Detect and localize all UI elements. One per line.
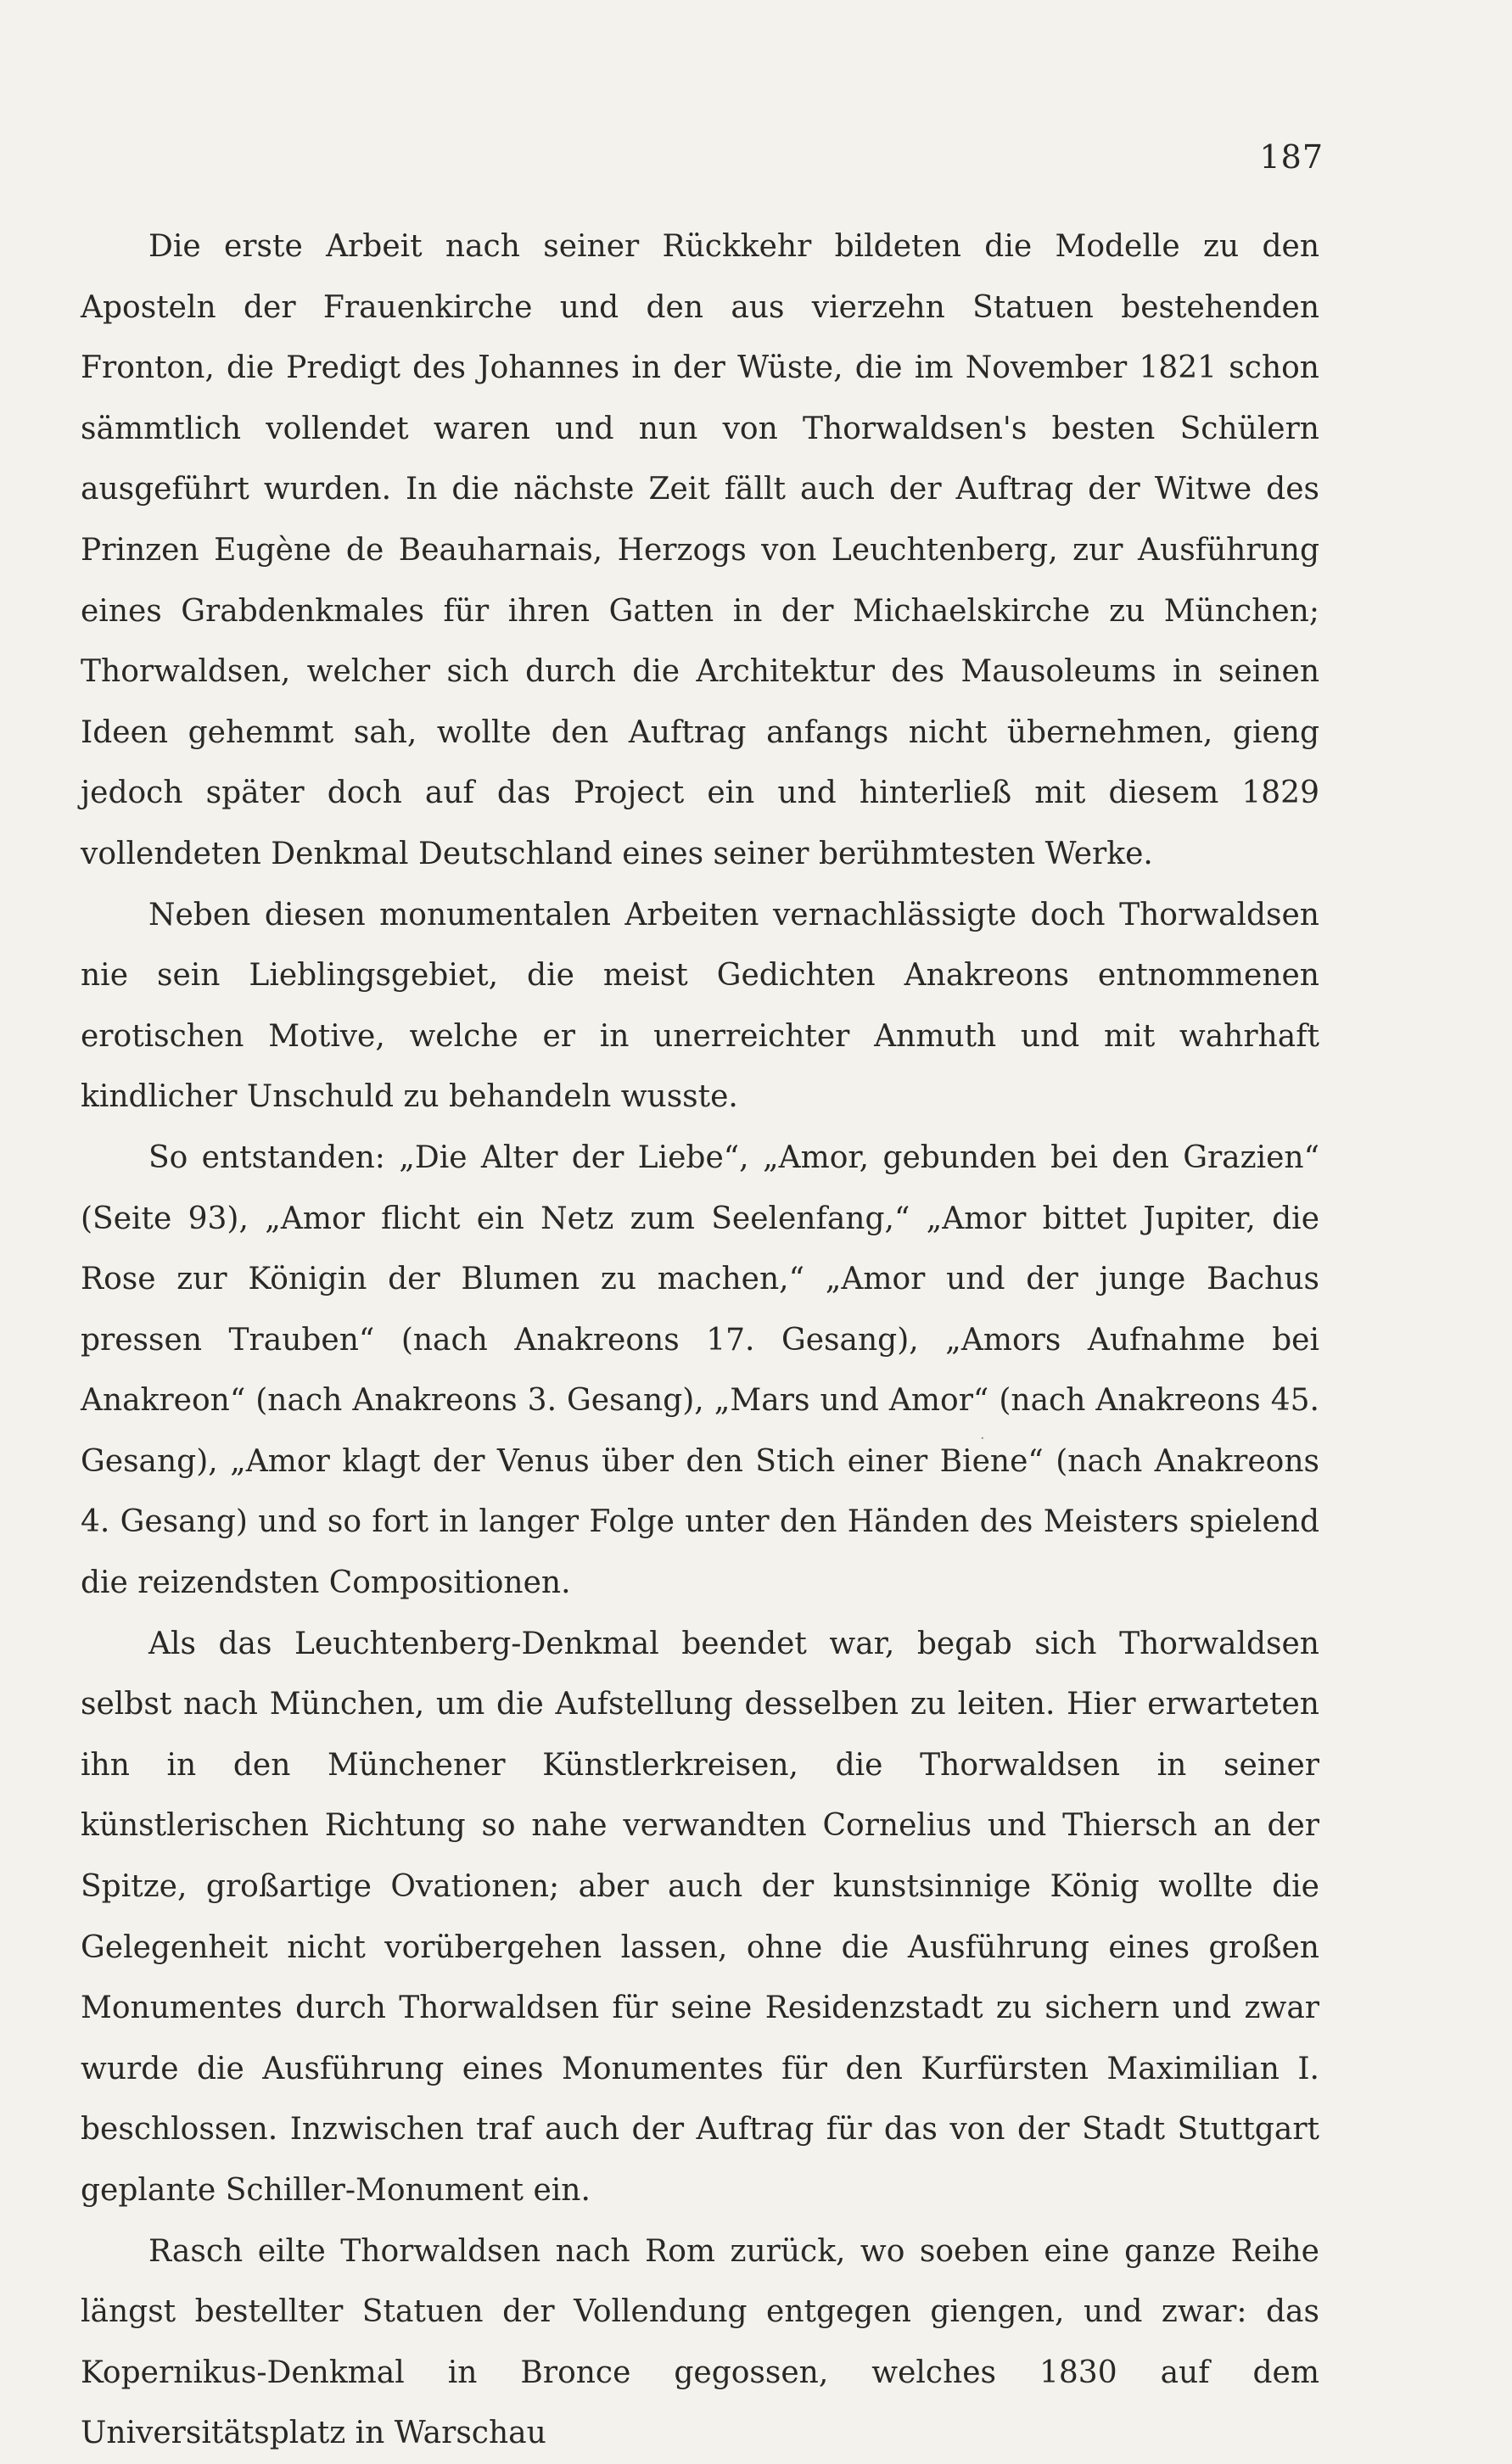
- body-text: [81, 216, 1319, 2464]
- paragraph-3: So entstanden: „Die Alter der Liebe“, „Amor, gebunden bei den Grazien“ (Seite 93), „Amor flicht ein Netz zum Seelenfang,“ „Amor bittet Jupiter, die Rose zur Königin der Blumen zu machen,“ „Amor und der junge Bachus pressen Trauben“ (nach Anakreons 17. Gesang), „Amors Aufnahme bei Anakreon“ (nach Anakreons 3. Gesang), „Mars und Amor“ (nach Anakreons 45. Gesang), „Amor klagt der Venus über den Stich einer Biene“ (nach Anakreons 4. Gesang) und so fort in langer Folge unter den Händen des Meisters spielend die reizendsten Compositionen.: [81, 1140, 1319, 1601]
- paragraph-2: Neben diesen monumentalen Arbeiten vernachlässigte doch Thorwaldsen nie sein Lieblingsgebiet, die meist Gedichten Anakreons entnommenen erotischen Motive, welche er in unerreichter Anmuth und mit wahrhaft kindlicher Unschuld zu behandeln wusste.: [81, 897, 1319, 1115]
- paragraph-4: Als das Leuchtenberg-Denkmal beendet war, begab sich Thorwaldsen selbst nach München, um die Aufstellung desselben zu leiten. Hier erwarteten ihn in den Münchener Künstlerkreisen, die Thorwaldsen in seiner künstlerischen Richtung so nahe verwandten Cornelius und Thiersch an der Spitze, großartige Ovationen; aber auch der kunstsinnige König wollte die Gelegenheit nicht vorübergehen lassen, ohne die Ausführung eines großen Monumentes durch Thorwaldsen für seine Residenzstadt zu sichern und zwar wurde die Ausführung eines Monumentes für den Kurfürsten Maximilian I. beschlossen. Inzwischen traf auch der Auftrag für das von der Stadt Stuttgart geplante Schiller-Monument ein.: [81, 1626, 1319, 2208]
- paragraph-5: Rasch eilte Thorwaldsen nach Rom zurück, wo soeben eine ganze Reihe längst bestellter Statuen der Vollendung entgegen giengen, und zwar: das Kopernikus-Denkmal in Bronce gegossen, welches 1830 auf dem Universitätsplatz in Warschau: [81, 2233, 1319, 2451]
- page-number: 187: [1259, 138, 1324, 176]
- stray-ink-mark: ·: [980, 1430, 985, 1448]
- paragraph-1: Die erste Arbeit nach seiner Rückkehr bildeten die Modelle zu den Aposteln der Frauenkirche und den aus vierzehn Statuen bestehenden Fronton, die Predigt des Johannes in der Wüste, die im November 1821 schon sämmtlich vollendet waren und nun von Thorwaldsen's besten Schülern ausgeführt wurden. In die nächste Zeit fällt auch der Auftrag der Witwe des Prinzen Eugène de Beauharnais, Herzogs von Leuchtenberg, zur Ausführung eines Grabdenkmales für ihren Gatten in der Michaelskirche zu München; Thorwaldsen, welcher sich durch die Architektur des Mausoleums in seinen Ideen gehemmt sah, wollte den Auftrag anfangs nicht übernehmen, gieng jedoch später doch auf das Project ein und hinterließ mit diesem 1829 vollendeten Denkmal Deutschland eines seiner berühmtesten Werke.: [81, 229, 1319, 871]
